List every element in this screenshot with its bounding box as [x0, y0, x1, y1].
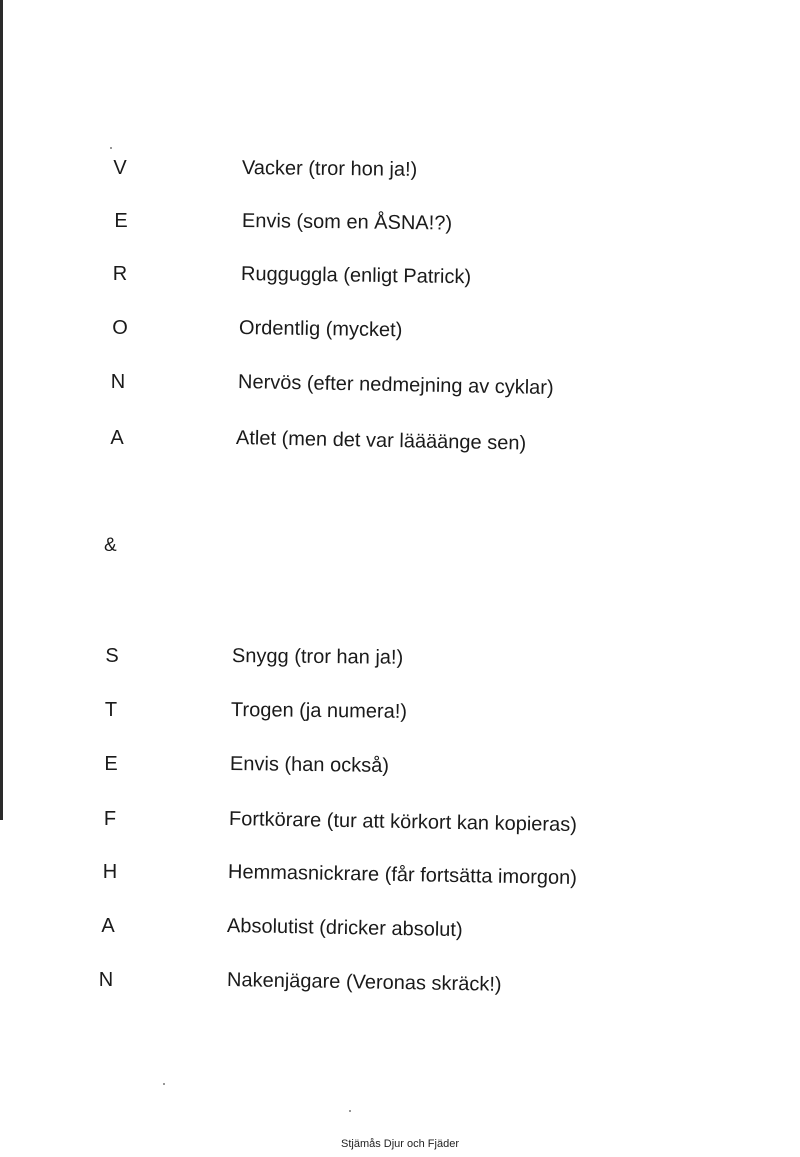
acrostic-letter: N [98, 969, 114, 991]
acrostic-letter: A [110, 427, 124, 449]
acrostic-letter: E [114, 210, 128, 232]
acrostic-word: Vacker (tror hon ja!) [241, 157, 418, 181]
acrostic-row [0, 749, 800, 779]
acrostic-word: Nervös (efter nedmejning av cyklar) [237, 371, 554, 400]
acrostic-letter: V [113, 157, 127, 179]
acrostic-row [0, 367, 800, 400]
acrostic-row [0, 965, 800, 995]
acrostic-row [0, 641, 800, 671]
acrostic-letter: S [105, 645, 119, 667]
acrostic-row [0, 695, 800, 725]
acrostic-word: Ordentlig (mycket) [238, 317, 403, 342]
acrostic-row [0, 911, 800, 941]
acrostic-word: Snygg (tror han ja!) [231, 645, 404, 669]
acrostic-row [0, 153, 800, 183]
acrostic-word: Envis (han också) [229, 753, 390, 777]
acrostic-letter: T [104, 699, 118, 721]
acrostic-letter: F [103, 808, 117, 830]
acrostic-word: Fortkörare (tur att körkort kan kopieras) [228, 808, 578, 837]
acrostic-word: Absolutist (dricker absolut) [226, 915, 463, 942]
acrostic-letter: A [101, 915, 115, 937]
acrostic-word: Rugguggla (enligt Patrick) [240, 263, 472, 289]
acrostic-word: Trogen (ja numera!) [230, 699, 408, 723]
page-footer: Stjämås Djur och Fjäder [341, 1138, 459, 1150]
acrostic-letter: H [102, 861, 118, 883]
acrostic-row [0, 206, 800, 236]
acrostic-row [0, 857, 800, 890]
scan-speck [349, 1110, 351, 1112]
acrostic-row [0, 423, 800, 453]
acrostic-row [0, 804, 800, 837]
ampersand: & [104, 535, 117, 556]
acrostic-letter: N [110, 371, 126, 393]
acrostic-word: Nakenjägare (Veronas skräck!) [226, 969, 502, 996]
acrostic-word: Hemmasnickrare (får fortsätta imorgon) [227, 861, 578, 890]
scan-speck [163, 1083, 165, 1085]
acrostic-letter: E [104, 753, 118, 775]
acrostic-letter: R [112, 263, 128, 285]
acrostic-letter: O [112, 317, 128, 339]
acrostic-row [0, 259, 800, 289]
acrostic-word: Atlet (men det var läääänge sen) [235, 427, 527, 455]
acrostic-row [0, 313, 800, 343]
acrostic-word: Envis (som en ÅSNA!?) [241, 210, 453, 235]
scan-speck [110, 147, 112, 149]
